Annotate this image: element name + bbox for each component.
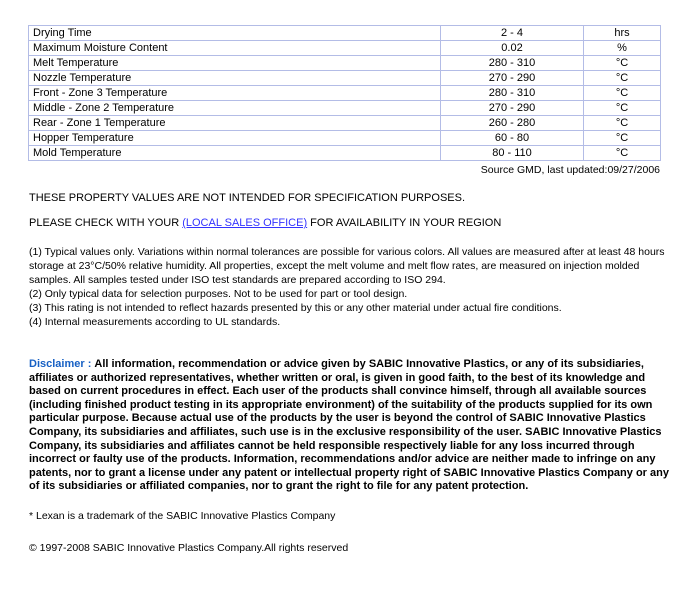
property-unit-cell: °C: [584, 146, 661, 161]
disclaimer: [29, 358, 679, 494]
property-name-cell: Nozzle Temperature: [29, 71, 441, 86]
property-value-cell: 280 - 310: [441, 86, 584, 101]
property-value-cell: 280 - 310: [441, 56, 584, 71]
property-value-cell: 80 - 110: [441, 146, 584, 161]
property-unit-cell: °C: [584, 71, 661, 86]
property-unit-cell: °C: [584, 116, 661, 131]
property-value-cell: 270 - 290: [441, 71, 584, 86]
disclaimer-text: All information, recommendation or advice given by SABIC Innovative Plastics, or any of its subsidiaries, affiliates or authorized representatives, whether written or oral, is given in good faith, to the best of its knowledge and based on current procedures in effect. Each user of the products shall convince himself, through all available sources (including finished product testing in its appropriate environment) of the suitability of the products supplied for its own particular purpose. Because actual use of the products by the user is beyond the control of SABIC Innovative Plastics Company, its subsidiaries and affiliates, such use is in the exclusive responsibility of the user. SABIC Innovative Plastics Company, its subsidiaries and affiliates cannot be held responsible respectively liable for any loss incurred through incorrect or faulty use of the products. Information, recommendations and/or advice are neither made to infringe on any patents, nor to grant a license under any patent or intellectual property right of SABIC Innovative Plastics Company or any of its subsidiaries or affiliated companies, nor to grant the right to file for any patent protection.: [29, 358, 669, 493]
property-unit-cell: %: [584, 41, 661, 56]
property-name-cell: Melt Temperature: [29, 56, 441, 71]
property-unit-cell: hrs: [584, 26, 661, 41]
property-name-cell: Front - Zone 3 Temperature: [29, 86, 441, 101]
table-row: [29, 86, 661, 101]
table-row: [29, 56, 661, 71]
table-row: [29, 101, 661, 116]
spec-notice: THESE PROPERTY VALUES ARE NOT INTENDED FOR SPECIFICATION PURPOSES.: [29, 192, 466, 204]
availability-suffix: FOR AVAILABILITY IN YOUR REGION: [307, 217, 502, 229]
footnote-item: (3) This rating is not intended to reflect hazards presented by this or any other material under actual fire conditions.: [29, 302, 562, 314]
property-name-cell: Maximum Moisture Content: [29, 41, 441, 56]
property-value-cell: 270 - 290: [441, 101, 584, 116]
property-name-cell: Hopper Temperature: [29, 131, 441, 146]
property-unit-cell: °C: [584, 101, 661, 116]
footnote-item: (4) Internal measurements according to UL standards.: [29, 316, 281, 328]
property-name-cell: Mold Temperature: [29, 146, 441, 161]
property-name-cell: Rear - Zone 1 Temperature: [29, 116, 441, 131]
disclaimer-label: Disclaimer :: [29, 358, 92, 370]
availability-notice: [29, 217, 695, 230]
availability-prefix: PLEASE CHECK WITH YOUR: [29, 217, 183, 229]
table-row: [29, 146, 661, 161]
footnote-item: (2) Only typical data for selection purposes. Not to be used for part or tool design.: [29, 288, 408, 300]
property-name-cell: Middle - Zone 2 Temperature: [29, 101, 441, 116]
source-note: Source GMD, last updated:09/27/2006: [480, 164, 660, 176]
table-row: [29, 71, 661, 86]
local-sales-office-link[interactable]: (LOCAL SALES OFFICE): [182, 217, 308, 229]
table-row: [29, 116, 661, 131]
table-row: [29, 131, 661, 146]
footnotes: [29, 245, 677, 329]
property-value-cell: 260 - 280: [441, 116, 584, 131]
property-unit-cell: °C: [584, 131, 661, 146]
copyright-note: © 1997-2008 SABIC Innovative Plastics Company.All rights reserved: [29, 541, 349, 554]
property-value-cell: 60 - 80: [441, 131, 584, 146]
processing-parameters-table: [28, 25, 661, 161]
footnote-item: (1) Typical values only. Variations within normal tolerances are possible for various colors. All values are measured after at least 48 hours storage at 23°C/50% relative humidity. All properties, except the melt volume and melt flow rates, are measured on injection molded samples. All samples tested under ISO test standards are prepared according to ISO 294.: [29, 246, 665, 286]
property-name-cell: Drying Time: [29, 26, 441, 41]
property-unit-cell: °C: [584, 56, 661, 71]
table-row: [29, 26, 661, 41]
trademark-note: * Lexan is a trademark of the SABIC Innovative Plastics Company: [29, 509, 336, 522]
property-value-cell: 0.02: [441, 41, 584, 56]
property-unit-cell: °C: [584, 86, 661, 101]
table-row: [29, 41, 661, 56]
property-value-cell: 2 - 4: [441, 26, 584, 41]
